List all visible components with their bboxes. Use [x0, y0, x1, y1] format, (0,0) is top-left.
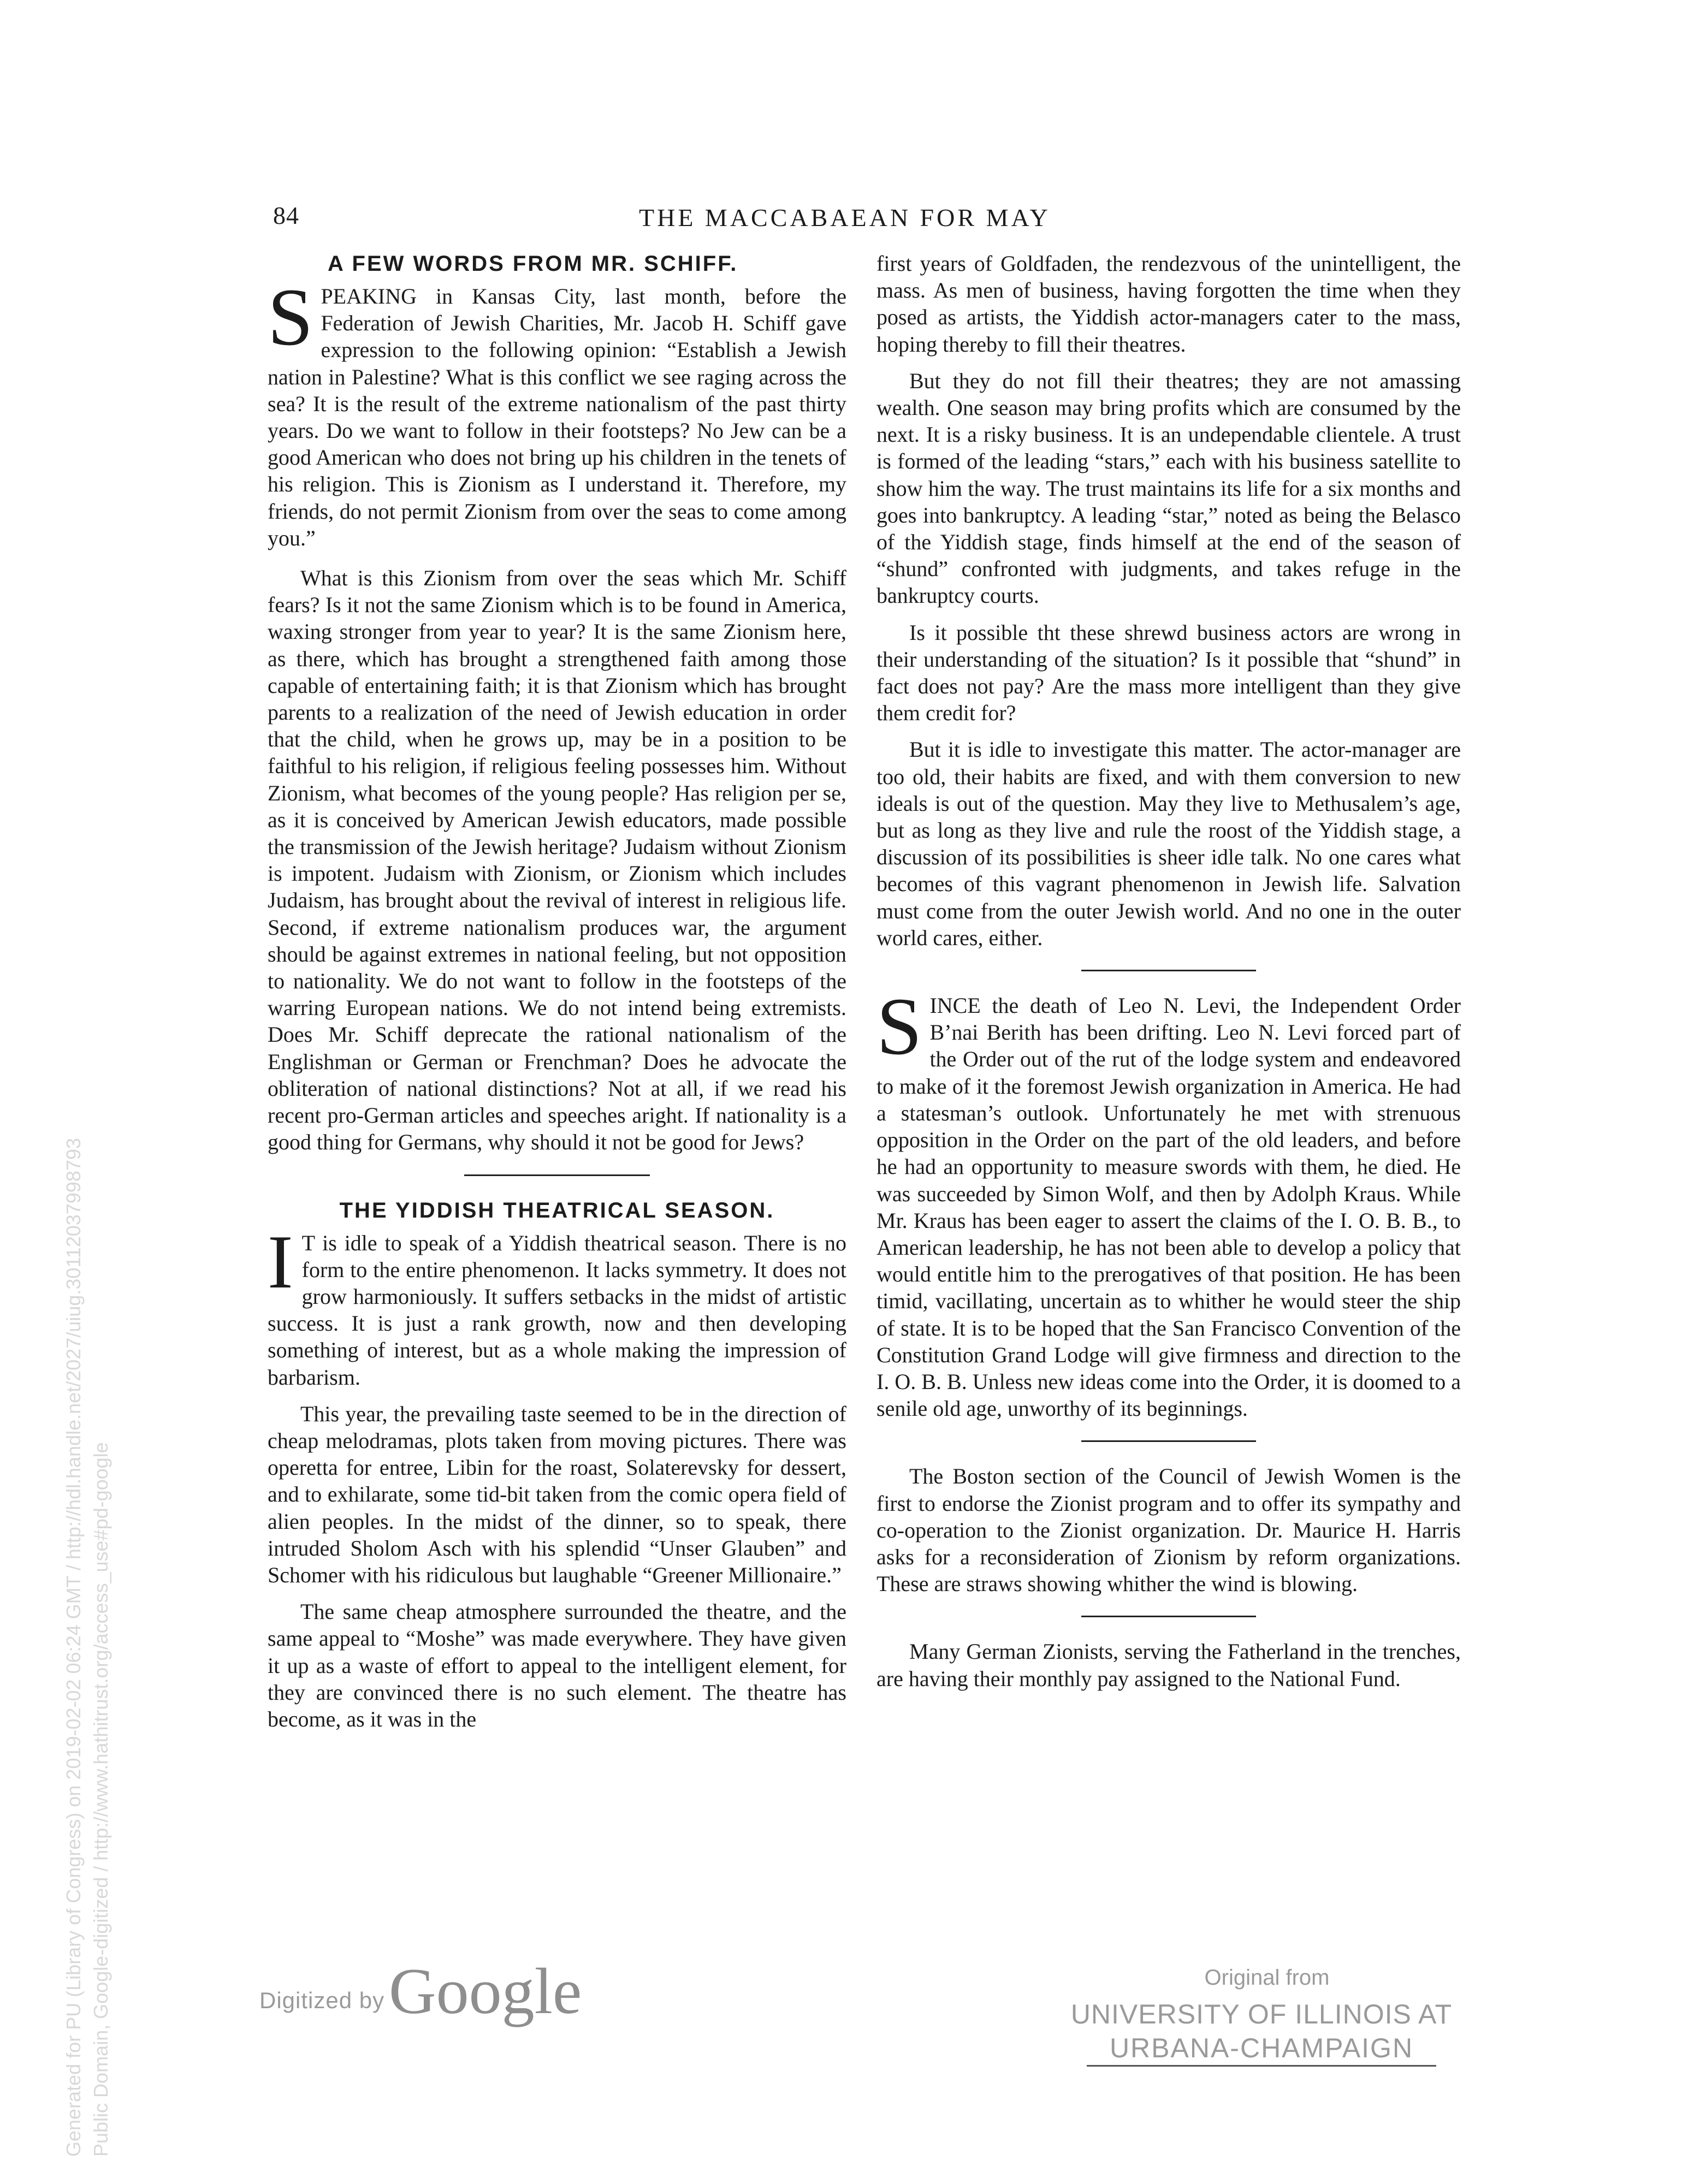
paragraph-text: PEAKING in Kansas City, last month, before the Federation of Jewish Charities, Mr. Jacob H. Schiff gave expression to the following opinion: “Establish a Jewish nation in Palestine? What is this conflict we see raging across the sea? It is the result of the extreme nationalism of the past thirty years. Do we want to follow in their footsteps? No Jew can be a good American who does not bring up his children in the tenets of his religion. This is Zionism as I understand it. Therefore, my friends, do not permit Zionism from over the seas to come among you.” [268, 284, 846, 550]
article-paragraph: This year, the prevailing taste seemed to be in the direction of cheap melodramas, plots taken from moving pictures. There was operetta for entree, Libin for the roast, Solaterevsky for dessert, and to exhilarate, some tid-bit taken from the comic opera field of alien peoples. In the midst of the dinner, so to speak, there intruded Sholom Asch with his splendid “Unser Glauben” and Schomer with his ridiculous but laughable “Greener Millionaire.” [268, 1401, 846, 1587]
article-paragraph: Many German Zionists, serving the Fatherland in the trenches, are having their monthly pay assigned to the National Fund. [876, 1639, 1461, 1691]
digitized-by-label: Digitized by [259, 1987, 385, 2013]
university-underline [1087, 2065, 1436, 2067]
article-paragraph [268, 272, 846, 551]
article-paragraph [268, 1219, 846, 1391]
left-column [268, 250, 846, 1742]
article-paragraph: The same cheap atmosphere surrounded the theatre, and the same appeal to “Moshe” was made everywhere. They have given it up as a waste of effort to appeal to the intelligent element, for they are convinced there is no such element. The theatre has become, as it was in the [268, 1599, 846, 1731]
original-from-label: Original from [1204, 1966, 1330, 1990]
university-name-line1: UNIVERSITY OF ILLINOIS AT [1070, 1999, 1453, 2029]
article-paragraph: What is this Zionism from over the seas which Mr. Schiff fears? Is it not the same Zionism which is to be found in America, waxing stronger from year to year? It is the same Zionism here, as there, which has brought a strengthened faith among those capable of entertaining faith; it is that Zionism which has brought parents to a realization of the need of Jewish education in order that the child, when he grows up, may be in a position to be faithful to his religion, if religious feeling possesses him. Without Zionism, what becomes of the young people? Has religion per se, as it is conceived by American Jewish educators, made possible the transmission of the Jewish heritage? Judaism without Zionism is impotent. Judaism with Zionism, or Zionism which includes Judaism, has brought about the revival of interest in religious life. Second, if extreme nationalism produces war, the argument should be against extremes in national feeling, but not opposition to nationality. We do not want to follow in the footsteps of the warring European nations. We do not intend being extremists. Does Mr. Schiff deprecate the rational nationalism of the Englishman or German or Frenchman? Does he advocate the obliteration of national distinctions? Not at all, if we read his recent pro-German articles and speeches aright. If nationality is a good thing for Germans, why should it not be good for Jews? [268, 566, 846, 1155]
article-paragraph: The Boston section of the Council of Jewish Women is the first to endorse the Zionist program and to offer its sympathy and co-operation to the Zionist organization. Dr. Maurice H. Harris asks for a reconsideration of Zionism by reform organizations. These are straws showing whither the wind is blowing. [876, 1464, 1461, 1597]
drop-cap: S [268, 272, 313, 363]
paragraph-text: T is idle to speak of a Yiddish theatrical season. There is no form to the entire phenomenon. It lacks symmetry. It does not grow harmoniously. It suffers setbacks in the midst of artistic success. It is just a rank growth, now and then developing something of interest, but as a whole making the impression of barbarism. [268, 1230, 846, 1390]
page-number: 84 [273, 201, 299, 229]
watermark-line: Generated for PU (Library of Congress) on 2019-02-02 06:24 GMT / http://hdl.handle.net/2027/uiug.30112037998793 [62, 1138, 85, 2157]
watermark-line: Public Domain, Google-digitized / http://www.hathitrust.org/access_use#pd-google [90, 1442, 112, 2157]
drop-cap: I [268, 1219, 293, 1304]
running-head: THE MACCABAEAN FOR MAY [639, 204, 1051, 232]
article-paragraph-continued: first years of Goldfaden, the rendezvous of the unintelligent, the mass. As men of business, having forgotten the time when they posed as artists, the Yiddish actor-managers cater to the mass, hoping thereby to fill their theatres. [876, 251, 1461, 357]
article-paragraph: But it is idle to investigate this matter. The actor-manager are too old, their habits are fixed, and with them conversion to new ideals is out of the question. May they live to Methusalem’s age, but as long as they live and rule the roost of the Yiddish stage, a discussion of its possibilities is sheer idle talk. No one cares what becomes of this vagrant phenomenon in Jewish life. Salvation must come from the outer Jewish world. And no one in the outer world cares, either. [876, 737, 1461, 950]
article-title-yiddish-theatre: THE YIDDISH THEATRICAL SEASON. [339, 1198, 775, 1222]
right-column [876, 250, 1461, 1702]
university-name-line2: URBANA-CHAMPAIGN [1109, 2033, 1414, 2063]
article-title-schiff: A FEW WORDS FROM MR. SCHIFF. [328, 252, 738, 276]
article-paragraph: But they do not fill their theatres; they are not amassing wealth. One season may bring profits which are consumed by the next. It is a risky business. It is an undependable clientele. A trust is formed of the leading “stars,” each with his business satellite to show him the way. The trust maintains its life for a six months and goes into bankruptcy. A leading “star,” noted as being the Belasco of the Yiddish stage, finds himself at the end of the season of “shund” confronted with judgments, and takes refuge in the bankruptcy courts. [876, 368, 1461, 608]
drop-cap: S [876, 981, 922, 1072]
section-divider [1081, 970, 1256, 971]
paragraph-text: INCE the death of Leo N. Levi, the Independent Order B’nai Berith has been drifting. Leo N. Levi forced part of the Order out of the rut of the lodge system and endeavored to make of it the foremost Jewish organization in America. He had a statesman’s outlook. Unfortunately he met with strenuous opposition in the Order on the part of the old leaders, and before he had an opportunity to measure swords with them, he died. He was succeeded by Simon Wolf, and then by Adolph Kraus. While Mr. Kraus has been eager to assert the claims of the I. O. B. B., to American leadership, he has not been able to develop a policy that would entitle him to the prerogatives of that position. He has been timid, vacillating, uncertain as to whither he would steer the ship of state. It is to be hoped that the San Francisco Convention of the Constitution Grand Lodge will give firmness and direction to the I. O. B. B. Unless new ideas come into the Order, it is doomed to a senile old age, unworthy of its beginnings. [876, 993, 1461, 1421]
section-divider [1081, 1440, 1256, 1442]
google-logo: Google [389, 1955, 582, 2027]
side-watermark [60, 1138, 115, 2157]
section-divider [1081, 1616, 1256, 1617]
section-divider [464, 1174, 650, 1176]
article-paragraph [876, 981, 1461, 1422]
article-paragraph: Is it possible tht these shrewd business actors are wrong in their understanding of the situation? Is it possible that “shund” in fact does not pay? Are the mass more intelligent than they give them credit for? [876, 620, 1461, 726]
